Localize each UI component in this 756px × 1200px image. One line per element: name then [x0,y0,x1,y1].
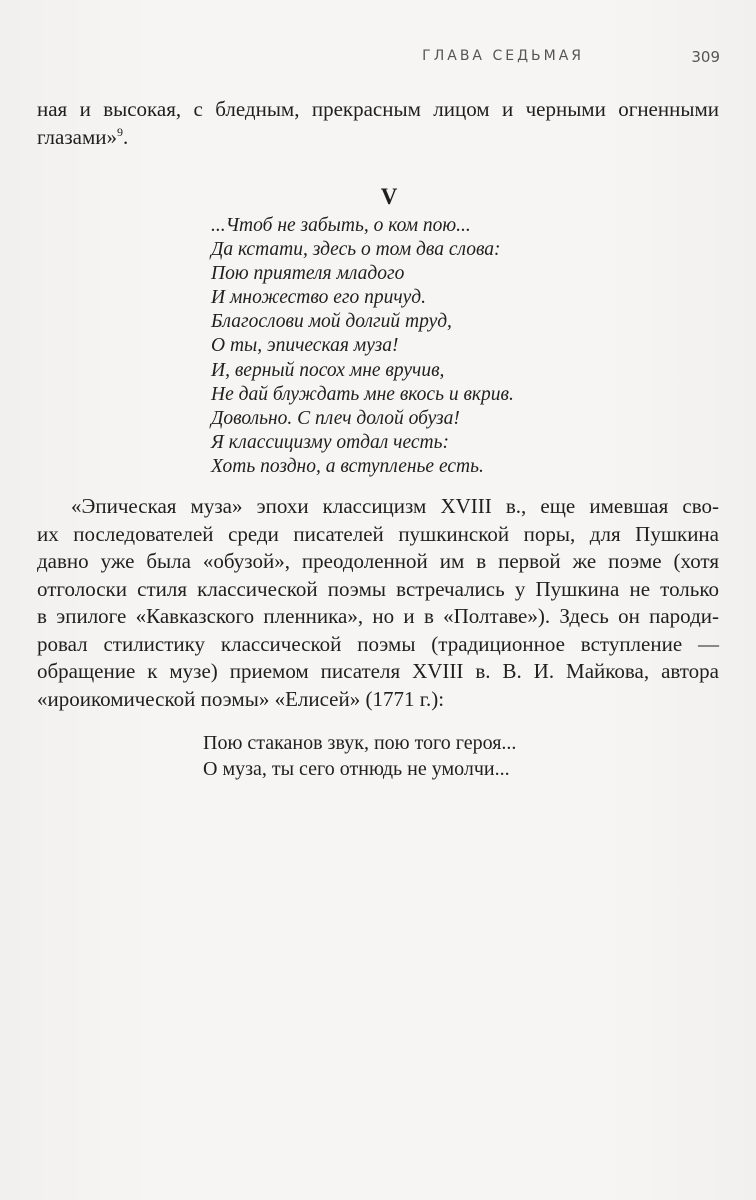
page-number: 309 [691,48,720,66]
text-line: ная и высокая, с бледным, прекрасным лицом и черными огненными [37,97,719,121]
verse-line: Довольно. С плеч долой обуза! [211,407,460,429]
text-line: их последователей среди писателей пушкинской поры, для Пушкина [37,521,719,546]
section-heading: V [380,184,398,209]
verse-line: Благослови мой долгий труд, [211,311,452,333]
text-line: ровал стилистику классической поэмы (традиционное вступление — [37,631,719,656]
text-line: обращение к музе) приемом писателя XVIII в. В. И. Майкова, автора [37,659,719,684]
text-line: в эпилоге «Кавказского пленника», но и в «Полтаве»). Здесь он пароди- [37,604,719,629]
verse-line: ...Чтоб не забыть, о ком пою... [211,215,471,236]
text-line: «ироикомической поэмы» «Елисей» (1771 г.): [37,686,445,711]
verse-line: И, верный посох мне вручив, [211,359,445,381]
text-line: давно уже была «обузой», преодоленной им в первой же поэме (хотя [37,549,719,574]
verse-line: Я классицизму отдал честь: [211,431,449,453]
verse-line: Хоть поздно, а вступленье есть. [211,455,484,477]
verse-line: Пою приятеля младого [211,263,405,285]
commentary-paragraph [37,493,719,713]
opening-paragraph [37,96,719,151]
text-line: «Эпическая муза» эпохи классицизм XVIII в., еще имевшая сво- [71,494,719,519]
text-line: отголоски стиля классической поэмы встречались у Пушкина не только [37,576,719,601]
quotation-line: Пою стаканов звук, пою того героя... [203,732,517,755]
verse-block [211,214,719,479]
text-fragment: . [123,124,129,149]
quotation-block [203,730,719,782]
verse-line: О ты, эпическая муза! [211,335,399,357]
verse-line: Да кстати, здесь о том два слова: [211,239,501,261]
verse-line: Не дай блуждать мне вкось и вкрив. [211,383,514,405]
text-fragment: глазами» [37,124,117,149]
footnote-mark[interactable]: 9 [117,124,123,139]
text-line [37,124,719,152]
chapter-title: ГЛАВА СЕДЬМАЯ [422,48,584,64]
verse-line: И множество его причуд. [211,287,426,309]
quotation-line: О муза, ты сего отнюдь не умолчи... [203,758,510,781]
page-content [37,96,719,782]
